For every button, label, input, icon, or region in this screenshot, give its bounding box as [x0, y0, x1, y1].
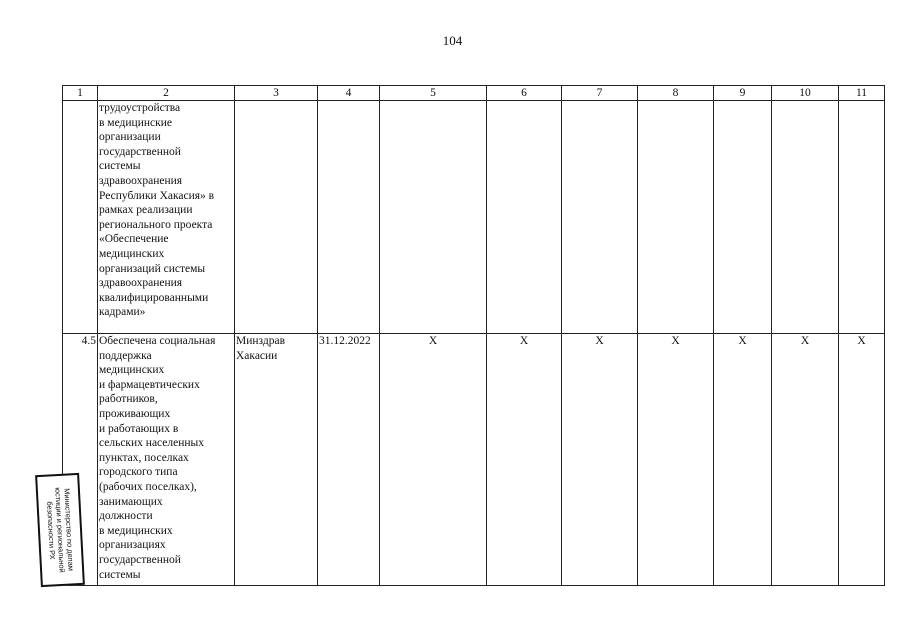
column-header-6: 6 [487, 86, 562, 101]
column-header-1: 1 [63, 86, 98, 101]
column-header-5: 5 [380, 86, 487, 101]
value-cell-5: Х [380, 334, 487, 586]
value-cell-6: Х [487, 334, 562, 586]
value-cell-9 [714, 101, 772, 334]
registration-stamp [38, 474, 84, 586]
document-table [62, 85, 885, 586]
row-number-cell: 4.5 [63, 334, 98, 586]
column-header-11: 11 [839, 86, 885, 101]
column-header-2: 2 [98, 86, 235, 101]
value-cell-11 [839, 101, 885, 334]
value-cell-8 [638, 101, 714, 334]
description-cell: Обеспечена социальная поддержка медицинских и фармацевтических работников, проживающих и работающих в сельских населенных пунктах, поселках городского типа (рабочих поселках), занимающих должности в медицинских организациях государственной системы [98, 334, 235, 586]
stamp-text: Министерство по делам юстиции и региональной безопасности РХ [44, 487, 76, 573]
column-header-7: 7 [562, 86, 638, 101]
value-cell-11: Х [839, 334, 885, 586]
page-number: 104 [442, 33, 463, 48]
value-cell-6 [487, 101, 562, 334]
responsible-cell: Минздрав Хакасии [235, 334, 318, 586]
column-header-3: 3 [235, 86, 318, 101]
column-header-9: 9 [714, 86, 772, 101]
table-row [63, 101, 885, 334]
value-cell-7: Х [562, 334, 638, 586]
description-cell: трудоустройства в медицинские организации государственной системы здравоохранения Республики Хакасия» в рамках реализации регионального проекта «Обеспечение медицинских организаций системы здравоохранения квалифицированными кадрами» [98, 101, 235, 334]
date-cell [318, 101, 380, 334]
value-cell-8: Х [638, 334, 714, 586]
column-header-4: 4 [318, 86, 380, 101]
stamp-frame [35, 473, 85, 587]
responsible-cell [235, 101, 318, 334]
table-row [63, 334, 885, 586]
date-cell: 31.12.2022 [318, 334, 380, 586]
table-header-row [63, 86, 885, 101]
column-header-8: 8 [638, 86, 714, 101]
row-number-cell [63, 101, 98, 334]
column-header-10: 10 [772, 86, 839, 101]
value-cell-10: Х [772, 334, 839, 586]
value-cell-7 [562, 101, 638, 334]
value-cell-10 [772, 101, 839, 334]
value-cell-5 [380, 101, 487, 334]
value-cell-9: Х [714, 334, 772, 586]
